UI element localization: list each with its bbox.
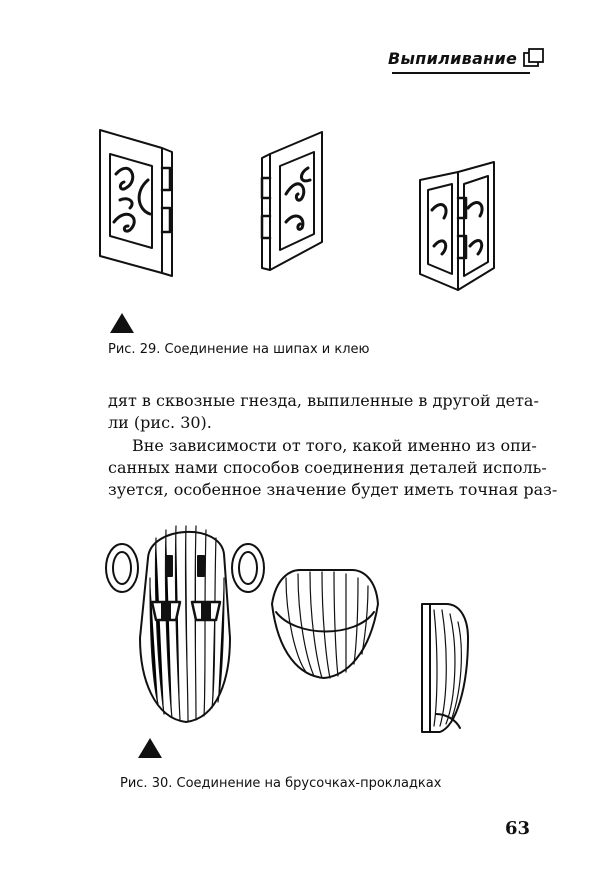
body-line-4: санных нами способов соединения деталей исполь- <box>108 458 547 477</box>
spacer-bowl-view <box>272 570 378 678</box>
tenon-panel-middle <box>262 132 322 270</box>
section-title: Выпиливание <box>388 48 518 68</box>
figure-30-marker <box>138 738 162 758</box>
figure-30-caption: Рис. 30. Соединение на брусочках-прокладках <box>120 776 442 791</box>
mask-front-view <box>106 526 264 722</box>
figure-29-caption: Рис. 29. Соединение на шипах и клею <box>108 342 370 357</box>
double-square-icon <box>523 48 545 68</box>
body-line-2: ли (рис. 30). <box>108 413 212 432</box>
body-line-5: зуется, особенное значение будет иметь точная раз- <box>108 480 558 499</box>
body-line-3: Вне зависимости от того, какой именно из опи- <box>132 436 537 455</box>
tenon-corner-assembly <box>420 162 494 290</box>
header-rule <box>392 72 530 74</box>
running-header <box>388 48 545 68</box>
tenon-panel-left <box>100 130 172 276</box>
spacer-side-profile <box>422 604 468 732</box>
figure-30-illustration <box>100 518 480 740</box>
figure-29-illustration <box>90 118 510 308</box>
body-line-1: дят в сквозные гнезда, выпиленные в другой дета- <box>108 391 539 410</box>
figure-29-marker <box>110 313 134 333</box>
page-number: 63 <box>505 818 531 839</box>
